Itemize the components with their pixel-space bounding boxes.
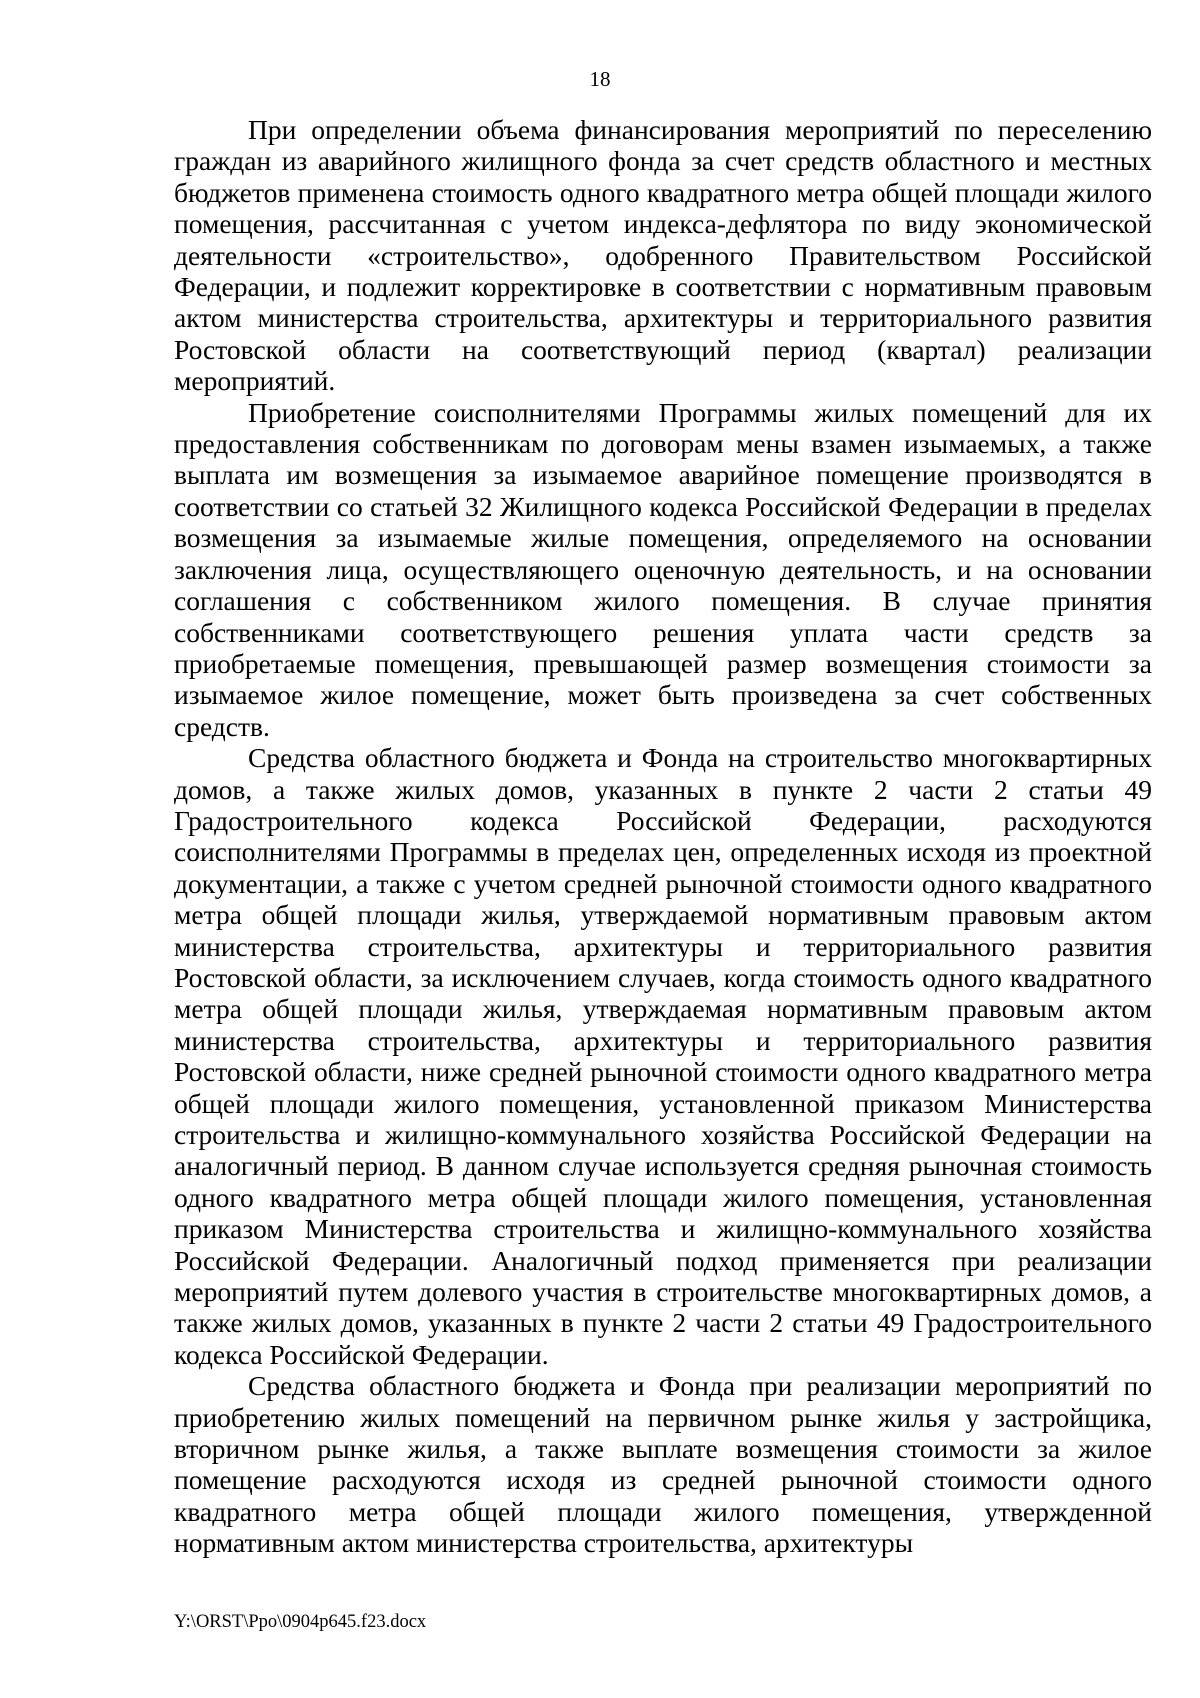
footer-file-path: Y:\ORST\Ppo\0904p645.f23.docx [174,1612,427,1632]
paragraph-financing-volume: При определении объема финансирования мероприятий по переселению граждан из аварийного жилищного фонда за счет средств областного и местных бюджетов применена стоимость одного квадратного метра общей площади жилого помещения, рассчитанная с учетом индекса-дефлятора по виду экономической деятельности «строительство», одобренного Правительством Российской Федерации, и подлежит корректировке в соответствии с нормативным правовым актом министерства строительства, архитектуры и территориального развития Ростовской области на соответствующий период (квартал) реализации мероприятий. [174,114,1152,397]
paragraph-purchase-funds: Средства областного бюджета и Фонда при реализации мероприятий по приобретению жилых помещений на первичном рынке жилья у застройщика, вторичном рынке жилья, а также выплате возмещения стоимости за жилое помещение расходуются исходя из средней рыночной стоимости одного квадратного метра общей площади жилого помещения, утвержденной нормативным актом министерства строительства, архитектуры [174,1370,1152,1559]
paragraph-acquisition-premises: Приобретение соисполнителями Программы жилых помещений для их предоставления собственникам по договорам мены взамен изымаемых, а также выплата им возмещения за изымаемое аварийное помещение производятся в соответствии со статьей 32 Жилищного кодекса Российской Федерации в пределах возмещения за изымаемые жилые помещения, определяемого на основании заключения лица, осуществляющего оценочную деятельность, и на основании соглашения с собственником жилого помещения. В случае принятия собственниками соответствующего решения уплата части средств за приобретаемые помещения, превышающей размер возмещения стоимости за изымаемое жилое помещение, может быть произведена за счет собственных средств. [174,396,1152,742]
document-body [174,114,1152,1559]
page-number: 18 [589,67,611,91]
paragraph-construction-funds: Средства областного бюджета и Фонда на строительство многоквартирных домов, а также жилых домов, указанных в пункте 2 части 2 статьи 49 Градостроительного кодекса Российской Федерации, расходуются соисполнителями Программы в пределах цен, определенных исходя из проектной документации, а также с учетом средней рыночной стоимости одного квадратного метра общей площади жилья, утверждаемой нормативным правовым актом министерства строительства, архитектуры и территориального развития Ростовской области, за исключением случаев, когда стоимость одного квадратного метра общей площади жилья, утверждаемая нормативным правовым актом министерства строительства, архитектуры и территориального развития Ростовской области, ниже средней рыночной стоимости одного квадратного метра общей площади жилого помещения, установленной приказом Министерства строительства и жилищно-коммунального хозяйства Российской Федерации на аналогичный период. В данном случае используется средняя рыночная стоимость одного квадратного метра общей площади жилого помещения, установленная приказом Министерства строительства и жилищно-коммунального хозяйства Российской Федерации. Аналогичный подход применяется при реализации мероприятий путем долевого участия в строительстве многоквартирных домов, а также жилых домов, указанных в пункте 2 части 2 статьи 49 Градостроительного кодекса Российской Федерации. [174,742,1152,1370]
